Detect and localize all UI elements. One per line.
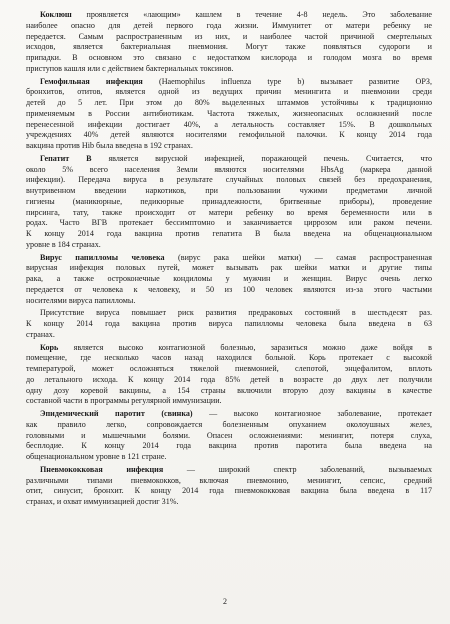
text-line (26, 197, 432, 208)
text-line (26, 186, 432, 197)
line-text: проявляется «лающим» кашлем в течение 4-8 недель. Это заболевание (71, 10, 432, 19)
text-line (26, 409, 432, 420)
text-line (26, 386, 432, 397)
line-text: вирусная инфекция половых путей, может вызывать рак шейки матки и другие типы (26, 263, 432, 273)
line-text: приступов кашля или с действием бактериальных токсинов. (26, 63, 234, 73)
text-line (26, 452, 432, 463)
paragraph-hepatitis-b (26, 154, 432, 251)
text-line (26, 319, 432, 330)
line-text: составной части в программы регулярной иммунизации. (26, 396, 222, 406)
line-text: К концу 2014 года вакцина против вируса папилломы человека была введена в 63 (26, 319, 432, 328)
text-line (26, 229, 432, 240)
text-line (26, 375, 432, 386)
text-line (26, 486, 432, 497)
text-line (26, 420, 432, 431)
line-text: странах, и охват иммунизацией достиг 31%. (26, 497, 179, 506)
section-term: Гепатит В (40, 153, 92, 163)
text-line (26, 109, 432, 120)
line-text: одну дозу коревой вакцины, а 154 страны включили вторую дозу вакцины в качестве (26, 385, 432, 395)
text-line (26, 53, 432, 64)
text-line (26, 98, 432, 109)
text-line (26, 476, 432, 487)
text-line (26, 165, 432, 176)
text-line (26, 130, 432, 141)
paragraph-hpv (26, 253, 432, 307)
line-text: исходов, является бактериальная пневмония. Могут также появляться судороги и (26, 42, 432, 52)
section-term: Вирус папилломы человека (40, 252, 165, 262)
text-line (26, 263, 432, 274)
line-text: учреждениях 40% детей являются носителями гемофильной палочки. К концу 2014 года (26, 130, 432, 140)
text-line (26, 175, 432, 186)
paragraph-pneumococcal (26, 465, 432, 508)
paragraph-measles (26, 343, 432, 408)
line-text: — высоко контагиозное заболевание, протекает (192, 409, 432, 418)
text-line (26, 42, 432, 53)
line-text: внутривенном введении наркотиков, при пользовании чужими предметами личной (26, 186, 432, 195)
text-line (26, 274, 432, 285)
line-text: различными типами пневмококков, включая пневмонию, менингит, сепсис, средний (26, 475, 432, 485)
paragraph-haemophilus (26, 77, 432, 152)
text-line (26, 32, 432, 43)
line-text: является высоко контагиозной болезнью, заразиться можно даже войдя в (58, 342, 432, 352)
text-line (26, 364, 432, 375)
text-line (26, 218, 432, 229)
line-text: (вирус рака шейки матки) — самая распространенная (164, 252, 432, 262)
line-text: вакцина против Hib была введена в 192 странах. (26, 141, 193, 150)
paragraph-mumps (26, 409, 432, 463)
text-line (26, 77, 432, 88)
text-line (26, 497, 432, 508)
text-line (26, 10, 432, 21)
line-text: Присутствие вируса повышает риск развития предраковых состояний в шестьдесят раз. (40, 308, 432, 318)
line-text: странах. (26, 329, 55, 339)
paragraph-whooping-cough (26, 10, 432, 75)
line-text: наиболее опасно для детей первого года жизни. Иммунитет от матери ребенку не (26, 20, 432, 30)
page-number: 2 (223, 597, 227, 606)
line-text: припадки. В основном это связано с недостатком кислорода и голодом мозга во время (26, 53, 432, 62)
line-text: температурой, может осложняться тяжелой пневмонией, слепотой, энцефалитом, вплоть (26, 364, 432, 373)
line-text: рака, а также остроконечные кондиломы у мужчин и женщин. Вирус очень легко (26, 274, 432, 283)
line-text: передается от человека к человеку, и 50 из 100 человек являются из-за этого частыми (26, 284, 432, 294)
text-line (26, 308, 432, 319)
text-line (26, 87, 432, 98)
section-term: Гемофильная инфекция (40, 76, 143, 86)
line-text: применяемым в России антибиотикам. Частота тяжелых, жизнеопасных осложнений после (26, 108, 432, 118)
text-line (26, 285, 432, 296)
text-line (26, 441, 432, 452)
section-term: Пневмококковая инфекция (40, 464, 164, 474)
line-text: инфекции). Передача вируса в результате случайных половых связей без предохранения, (26, 175, 432, 185)
line-text: до летального исхода. К концу 2014 года 85% детей в возрасте до двух лет получили (26, 374, 432, 384)
text-line (26, 141, 432, 152)
line-text: родах. Часто ВГВ протекает бессимптомно и заканчивается циррозом или раком печени. (26, 218, 432, 228)
line-text: является вирусной инфекцией, поражающей печень. Считается, что (91, 153, 432, 163)
text-line (26, 240, 432, 251)
line-text: — широкий спектр заболеваний, вызываемых (163, 464, 432, 474)
text-line (26, 465, 432, 476)
text-line (26, 64, 432, 75)
text-line (26, 21, 432, 32)
line-text: бесплодие. К концу 2014 года вакцина против паротита была введена на (26, 441, 432, 451)
text-line (26, 431, 432, 442)
text-line (26, 253, 432, 264)
line-text: бронхитов, отитов, является одной из ведущих причин менингита и пневмонии среди (26, 87, 432, 97)
line-text: перенесенной инфекции достигает 40%, а летальность составляет 15%. В дошкольных (26, 119, 432, 129)
text-line (26, 296, 432, 307)
text-line (26, 330, 432, 341)
text-line (26, 208, 432, 219)
line-text: пирсинга, тату, также происходит от матери ребенку во время беременности или в (26, 207, 432, 217)
text-line (26, 154, 432, 165)
line-text: передается. Самым распространенным из них, и наиболее частой причиной смертельных (26, 31, 432, 41)
line-text: детей до 5 лет. При этом до 80% выделенных штаммов устойчивы к традиционно (26, 98, 432, 107)
text-line (26, 353, 432, 364)
line-text: головными и мышечными болями. Опасен осложнениями: менингит, потеря слуха, (26, 430, 432, 440)
line-text: около 5% всего населения Земли являются носителями HbsAg (маркера данной (26, 164, 432, 174)
line-text: носителями вируса папилломы. (26, 295, 136, 305)
paragraph-hpv-2 (26, 308, 432, 340)
text-line (26, 120, 432, 131)
line-text: К концу 2014 года вакцина против гепатита В была введена на общенациональном (26, 229, 432, 238)
line-text: общенациональном уровне в 121 стране. (26, 452, 167, 461)
section-term: Эпидемический паротит (свинка) (40, 409, 193, 418)
line-text: гигиены (маникюрные, педикюрные принадлежности, бритвенные приборы), проведение (26, 196, 432, 206)
line-text: уровне в 184 странах. (26, 239, 101, 249)
line-text: помещение, где несколько часов назад находился больной. Корь протекает с высокой (26, 353, 432, 363)
line-text: как правило легко, сопровождается болезненным опуханием околоушных желез, (26, 419, 432, 429)
document-body (26, 10, 432, 508)
section-term: Корь (40, 342, 59, 352)
text-line (26, 396, 432, 407)
line-text: отит, синусит, бронхит. К концу 2014 года пневмококковая вакцина была введена в 117 (26, 486, 432, 496)
line-text: (Haemophilus influenza type b) вызывает развитие ОРЗ, (142, 76, 432, 86)
text-line (26, 343, 432, 354)
section-term: Коклюш (40, 10, 72, 19)
